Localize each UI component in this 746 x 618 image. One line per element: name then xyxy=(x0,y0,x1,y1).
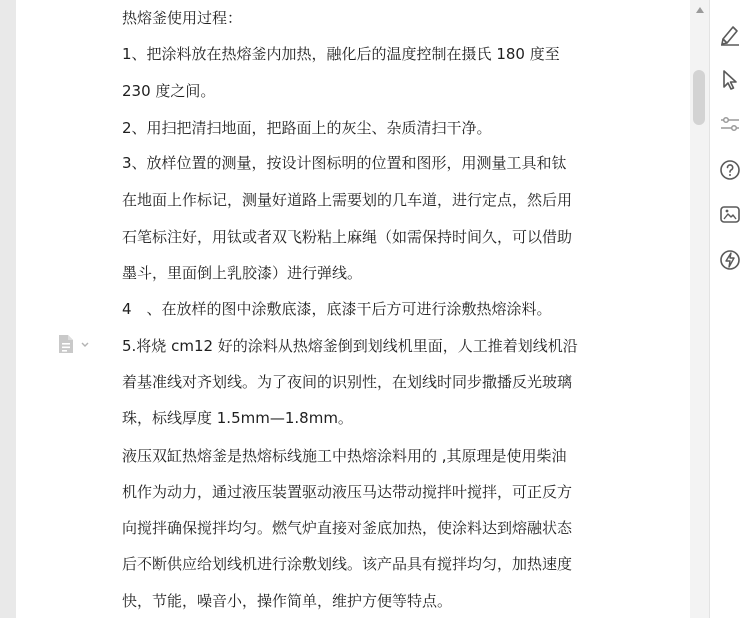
document-line: 墨斗，里面倒上乳胶漆）进行弹线。 xyxy=(122,264,363,282)
document-line: 4 、在放样的图中涂敷底漆，底漆干后方可进行涂敷热熔涂料。 xyxy=(122,300,552,318)
document-line: 着基准线对齐划线。为了夜间的识别性，在划线时同步撒播反光玻璃 xyxy=(122,373,573,391)
lightning-icon[interactable] xyxy=(718,248,742,272)
document-page xyxy=(16,0,690,618)
document-line: 石笔标注好，用钛或者双飞粉粘上麻绳（如需保持时间久，可以借助 xyxy=(122,228,573,246)
pen-icon[interactable] xyxy=(718,22,742,46)
sliders-icon[interactable] xyxy=(718,112,742,136)
document-paragraph-icon xyxy=(57,334,75,354)
document-line: 2、用扫把清扫地面，把路面上的灰尘、杂质清扫干净。 xyxy=(122,119,492,137)
vertical-scrollbar[interactable] xyxy=(690,0,709,618)
document-line: 液压双缸热熔釜是热熔标线施工中热熔涂料用的 ,其原理是使用柴油 xyxy=(122,447,567,465)
document-line: 机作为动力，通过液压装置驱动液压马达带动搅拌叶搅拌，可正反方 xyxy=(122,483,573,501)
cursor-icon[interactable] xyxy=(718,68,742,92)
scroll-up-arrow-icon[interactable] xyxy=(696,7,704,13)
document-line: 1、把涂料放在热熔釜内加热，融化后的温度控制在摄氏 180 度至 xyxy=(122,45,560,63)
document-line: 热熔釜使用过程： xyxy=(122,9,243,27)
document-line: 后不断供应给划线机进行涂敷划线。该产品具有搅拌均匀，加热速度 xyxy=(122,555,573,573)
document-line: 3、放样位置的测量，按设计图标明的位置和图形，用测量工具和钛 xyxy=(122,154,567,172)
right-toolbar xyxy=(709,0,746,618)
document-line: 230 度之间。 xyxy=(122,82,216,100)
document-line: 快，节能，噪音小，操作简单，维护方便等特点。 xyxy=(122,592,453,610)
chevron-down-icon xyxy=(81,342,89,348)
paragraph-handle[interactable] xyxy=(57,334,91,354)
help-icon[interactable] xyxy=(718,158,742,182)
document-line: 珠，标线厚度 1.5mm—1.8mm。 xyxy=(122,409,353,427)
document-line: 5.将烧 cm12 好的涂料从热熔釜倒到划线机里面，人工推着划线机沿 xyxy=(122,337,578,355)
scrollbar-thumb[interactable] xyxy=(693,70,705,125)
document-line: 在地面上作标记，测量好道路上需要划的几车道，进行定点，然后用 xyxy=(122,191,573,209)
image-recognition-icon[interactable] xyxy=(718,203,742,227)
document-line: 向搅拌确保搅拌均匀。燃气炉直接对釜底加热，使涂料达到熔融状态 xyxy=(122,519,573,537)
